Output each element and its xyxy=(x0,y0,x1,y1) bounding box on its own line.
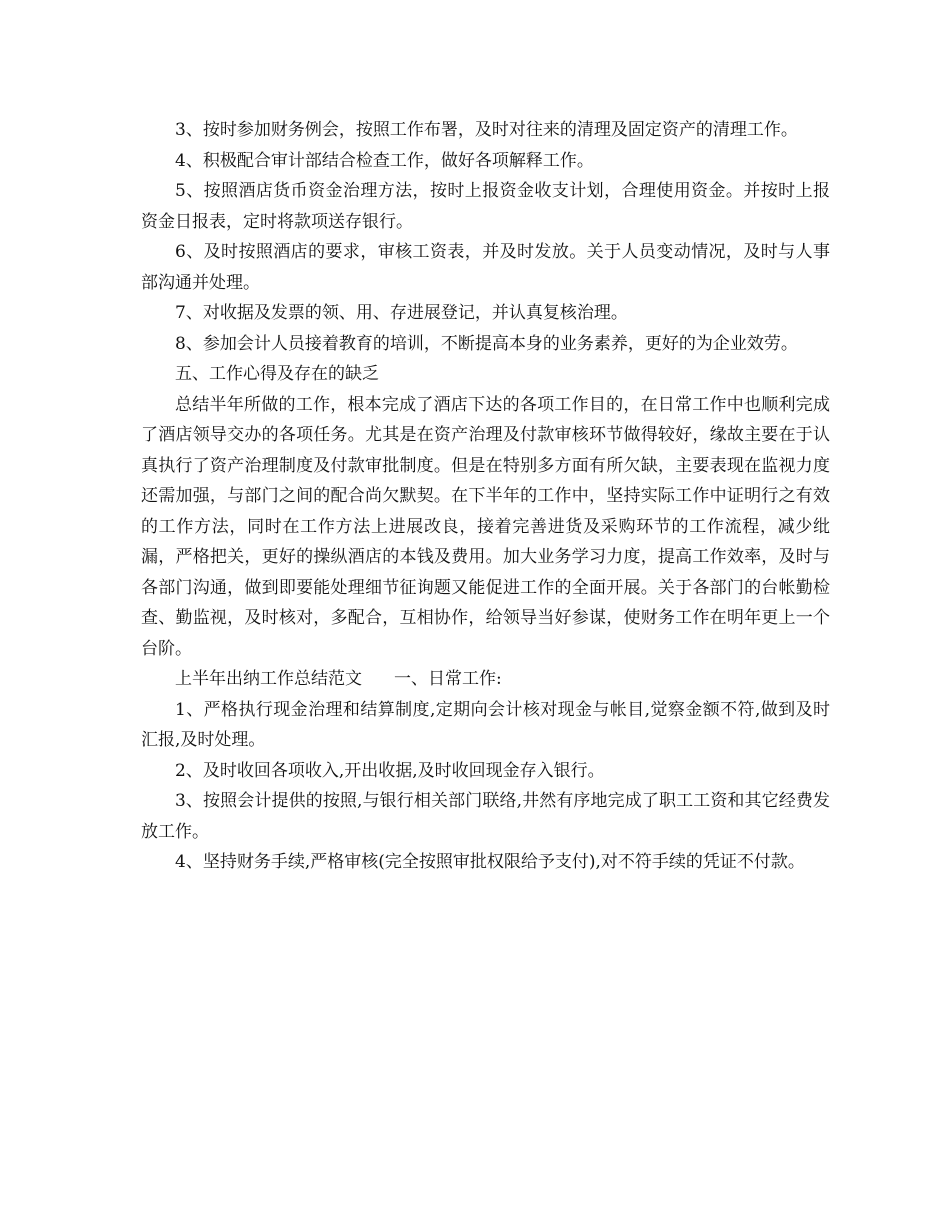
document-title: 上半年出纳工作总结范文 xyxy=(175,669,362,689)
list-item-1: 1、严格执行现金治理和结算制度,定期向会计核对现金与帐目,觉察金额不符,做到及时汇报,及时处理。 xyxy=(141,699,830,750)
list-item-2: 2、及时收回各项收入,开出收据,及时收回现金存入银行。 xyxy=(175,760,605,781)
paragraph-item-4: 4、积极配合审计部结合检查工作，做好各项解释工作。 xyxy=(175,150,594,171)
summary-paragraph: 总结半年所做的工作，根本完成了酒店下达的各项工作目的，在日常工作中也顺利完成了酒店领导交办的各项任务。尤其是在资产治理及付款审核环节做得较好，缘故主要在于认真执行了资产治理制度及付款审批制度。但是在特别多方面有所欠缺，主要表现在监视力度还需加强，与部门之间的配合尚欠默契。在下半年的工作中，坚持实际工作中证明行之有效的工作方法，同时在工作方法上进展改良，接着完善进货及采购环节的工作流程，减少纰漏，严格把关，更好的操纵酒店的本钱及费用。加大业务学习力度，提高工作效率，及时与各部门沟通，做到即要能处理细节征询题又能促进工作的全面开展。关于各部门的台帐勤检查、勤监视，及时核对，多配合，互相协作，给领导当好参谋，使财务工作在明年更上一个台阶。 xyxy=(141,394,830,659)
list-item-4: 4、坚持财务手续,严格审核(完全按照审批权限给予支付),对不符手续的凭证不付款。 xyxy=(175,852,805,872)
section-heading-experience: 五、工作心得及存在的缺乏 xyxy=(175,364,379,384)
list-item-3: 3、按照会计提供的按照,与银行相关部门联络,井然有序地完成了职工工资和其它经费发放工作。 xyxy=(141,791,830,842)
paragraph-item-6: 6、及时按照酒店的要求，审核工资表，并及时发放。关于人员变动情况，及时与人事部沟通并处理。 xyxy=(141,242,830,293)
paragraph-item-3: 3、按时参加财务例会，按照工作布署，及时对往来的清理及固定资产的清理工作。 xyxy=(175,120,798,140)
paragraph-item-8: 8、参加会计人员接着教育的培训，不断提高本身的业务素养，更好的为企业效劳。 xyxy=(175,333,798,354)
section-subtitle: 一、日常工作: xyxy=(394,669,502,689)
paragraph-item-5: 5、按照酒店货币资金治理方法，按时上报资金收支计划，合理使用资金。并按时上报资金日报表，定时将款项送存银行。 xyxy=(141,181,830,232)
section-title-line xyxy=(141,664,830,695)
paragraph-item-7: 7、对收据及发票的领、用、存进展登记，并认真复核治理。 xyxy=(175,303,628,323)
